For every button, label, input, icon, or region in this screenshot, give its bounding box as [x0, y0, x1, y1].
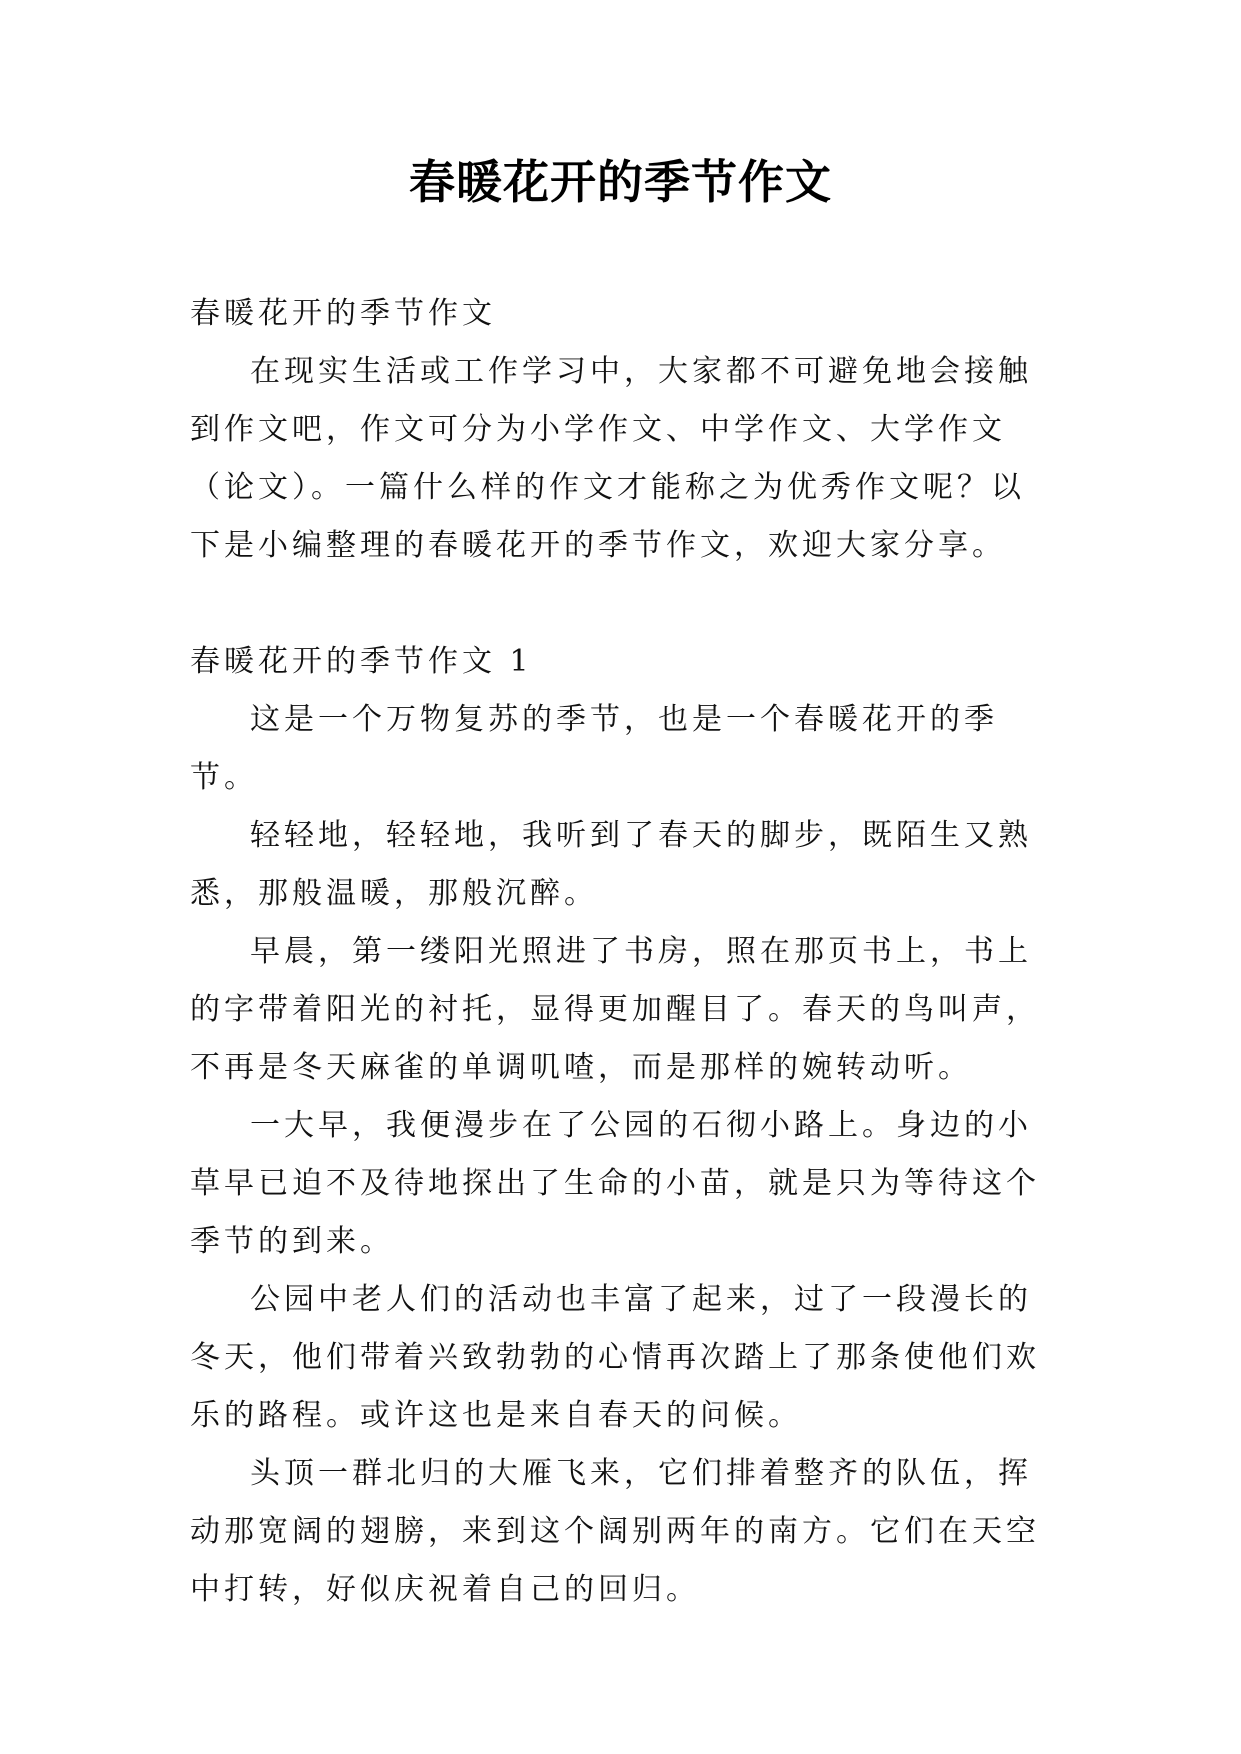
paragraph: 早晨，第一缕阳光照进了书房，照在那页书上，书上的字带着阳光的衬托，显得更加醒目了。春天的鸟叫声，不再是冬天麻雀的单调叽喳，而是那样的婉转动听。 — [190, 934, 1040, 1085]
paragraph: 轻轻地，轻轻地，我听到了春天的脚步，既陌生又熟悉，那般温暖，那般沉醉。 — [190, 818, 1032, 911]
document-title: 春暖花开的季节作文 — [409, 155, 832, 209]
section-spacer — [190, 575, 1050, 633]
paragraph: 一大早，我便漫步在了公园的石彻小路上。身边的小草早已迫不及待地探出了生命的小苗，就是只为等待这个季节的到来。 — [190, 1108, 1040, 1259]
section-heading: 春暖花开的季节作文 1 — [190, 644, 533, 679]
paragraph: 公园中老人们的活动也丰富了起来，过了一段漫长的冬天，他们带着兴致勃勃的心情再次踏上了那条使他们欢乐的路程。或许这也是来自春天的问候。 — [190, 1282, 1040, 1433]
intro-heading: 春暖花开的季节作文 — [190, 296, 496, 331]
document-body — [190, 285, 1050, 1619]
paragraph: 这是一个万物复苏的季节，也是一个春暖花开的季节。 — [190, 702, 998, 795]
intro-paragraph: 在现实生活或工作学习中，大家都不可避免地会接触到作文吧，作文可分为小学作文、中学作文、大学作文（论文）。一篇什么样的作文才能称之为优秀作文呢？以下是小编整理的春暖花开的季节作文，欢迎大家分享。 — [190, 354, 1032, 563]
paragraph: 头顶一群北归的大雁飞来，它们排着整齐的队伍，挥动那宽阔的翅膀，来到这个阔别两年的南方。它们在天空中打转，好似庆祝着自己的回归。 — [190, 1456, 1040, 1607]
